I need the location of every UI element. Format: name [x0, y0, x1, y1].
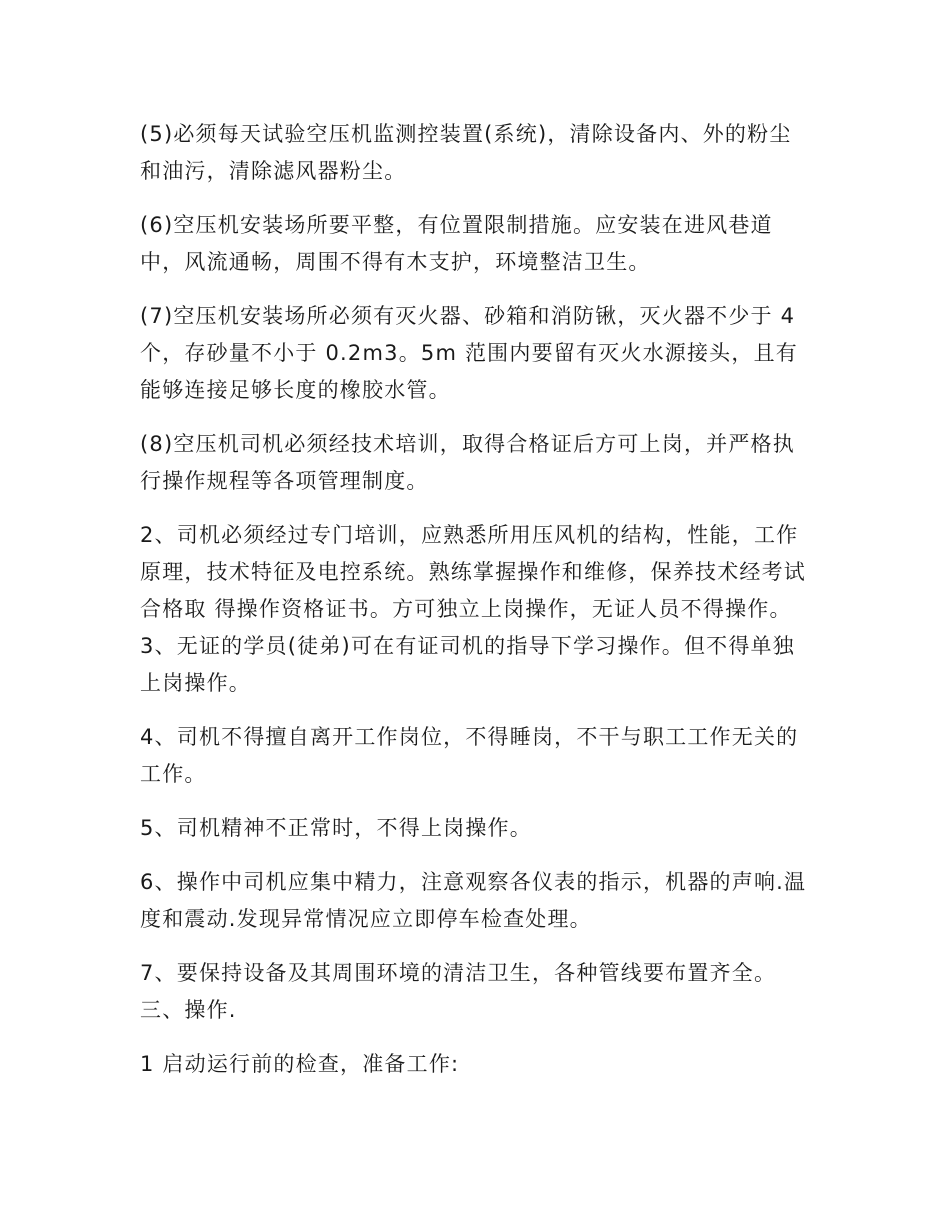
paragraph-operator-training: (8)空压机司机必须经技术培训，取得合格证后方可上岗，并严格执行操作规程等各项管理制度。 — [140, 432, 795, 493]
paragraph-mental-state: 5、司机精神不正常时，不得上岗操作。 — [140, 816, 532, 840]
paragraph-attention: 6、操作中司机应集中精力，注意观察各仪表的指示，机器的声响.温度和震动.发现异常情况应立即停车检查处理。 — [140, 870, 807, 931]
paragraph-air-compressor-test: (5)必须每天试验空压机监测控装置(系统)，清除设备内、外的粉尘和油污，清除滤风器粉尘。 — [140, 122, 792, 183]
paragraph-professional-training: 2、司机必须经过专门培训，应熟悉所用压风机的结构，性能，工作原理，技术特征及电控系统。熟练掌握操作和维修，保养技术经考试合格取 得操作资格证书。方可独立上岗操作，无证人员不得操作。 3、无证的学员(徒弟)可在有证司机的指导下学习操作。但不得单独上岗操作。 — [140, 523, 806, 695]
paragraph-cleanliness: 7、要保持设备及其周围环境的清洁卫生，各种管线要布置齐全。 三、操作. — [140, 961, 777, 1022]
paragraph-installation-site: (6)空压机安装场所要平整，有位置限制措施。应安装在进风巷道中，风流通畅，周围不得有木支护，环境整洁卫生。 — [140, 213, 773, 274]
paragraph-fire-equipment: (7)空压机安装场所必须有灭火器、砂箱和消防锹，灭火器不少于 4 个，存砂量不小于 0.2m3。5m 范围内要留有灭火水源接头，且有能够连接足够长度的橡胶水管。 — [140, 304, 798, 402]
paragraph-stay-at-post: 4、司机不得擅自离开工作岗位，不得睡岗，不干与职工工作无关的工作。 — [140, 725, 799, 786]
document-body — [140, 116, 812, 1083]
paragraph-pre-start-check: 1 启动运行前的检查，准备工作: — [140, 1052, 460, 1076]
